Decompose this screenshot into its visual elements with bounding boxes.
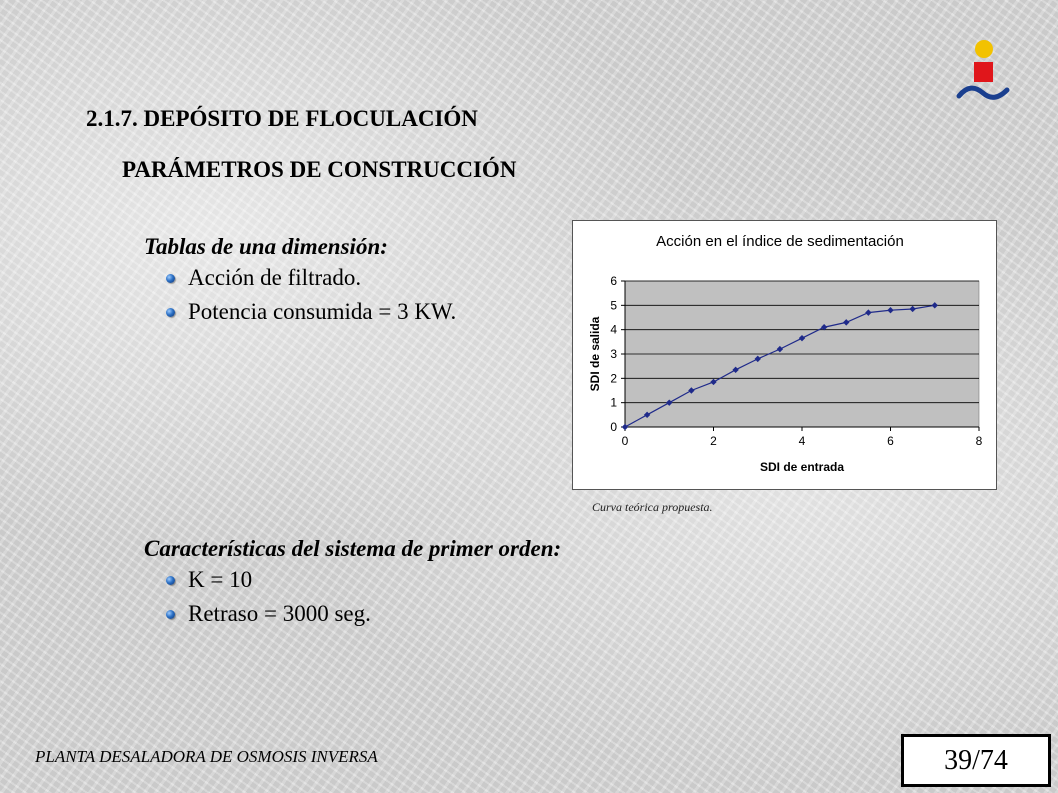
x-tick-labels xyxy=(622,434,983,448)
logo-red-square xyxy=(974,62,993,82)
x-tick-label: 0 xyxy=(621,434,629,448)
chart-caption: Curva teórica propuesta. xyxy=(592,500,713,514)
section-one-dimension-tables xyxy=(144,234,456,329)
list-item xyxy=(166,261,456,295)
university-logo xyxy=(955,38,1011,102)
list-item-text: K = 10 xyxy=(188,567,253,592)
y-tick-label: 5 xyxy=(610,298,617,313)
list-item-text: Acción de filtrado. xyxy=(188,265,362,290)
y-tick-label: 2 xyxy=(610,371,617,386)
blue-sphere-bullet-icon xyxy=(166,610,175,619)
logo-blue-wave xyxy=(959,88,1007,97)
chart-title: Acción en el índice de sedimentación xyxy=(656,233,904,250)
blue-sphere-bullet-icon xyxy=(166,308,175,317)
list-item xyxy=(166,597,561,631)
blue-sphere-bullet-icon xyxy=(166,274,175,283)
section1-list xyxy=(166,261,456,329)
y-tick-labels xyxy=(610,274,617,434)
section2-list xyxy=(166,563,561,631)
y-tick-label: 4 xyxy=(610,322,617,337)
sdi-chart-svg xyxy=(573,221,996,489)
blue-sphere-bullet-icon xyxy=(166,576,175,585)
y-tick-label: 3 xyxy=(610,347,617,361)
logo-yellow-circle xyxy=(975,40,993,58)
x-tick-label: 2 xyxy=(710,434,717,448)
sdi-chart xyxy=(572,220,997,490)
list-item xyxy=(166,563,561,597)
y-axis-label: SDI de salida xyxy=(588,316,602,392)
slide-subtitle: PARÁMETROS DE CONSTRUCCIÓN xyxy=(122,157,517,182)
section2-title: Características del sistema de primer orden: xyxy=(144,536,562,561)
y-tick-label: 0 xyxy=(610,420,617,434)
y-tick-label: 6 xyxy=(610,274,617,288)
slide-title: 2.1.7. DEPÓSITO DE FLOCULACIÓN xyxy=(86,106,478,131)
university-logo-icon xyxy=(955,38,1011,102)
section1-title: Tablas de una dimensión: xyxy=(144,234,388,259)
y-tick-label: 1 xyxy=(610,395,617,410)
list-item-text: Retraso = 3000 seg. xyxy=(188,601,371,626)
x-axis-label: SDI de entrada xyxy=(759,460,845,474)
x-tick-label: 4 xyxy=(798,434,806,448)
section-first-order-system xyxy=(144,536,561,631)
x-tick-label: 6 xyxy=(887,434,894,448)
list-item xyxy=(166,295,456,329)
page-number: 39/74 xyxy=(944,744,1008,776)
footer-text: PLANTA DESALADORA DE OSMOSIS INVERSA xyxy=(35,747,378,766)
page-number-box xyxy=(901,734,1051,787)
list-item-text: Potencia consumida = 3 KW. xyxy=(188,299,457,324)
x-tick-label: 8 xyxy=(975,434,983,448)
